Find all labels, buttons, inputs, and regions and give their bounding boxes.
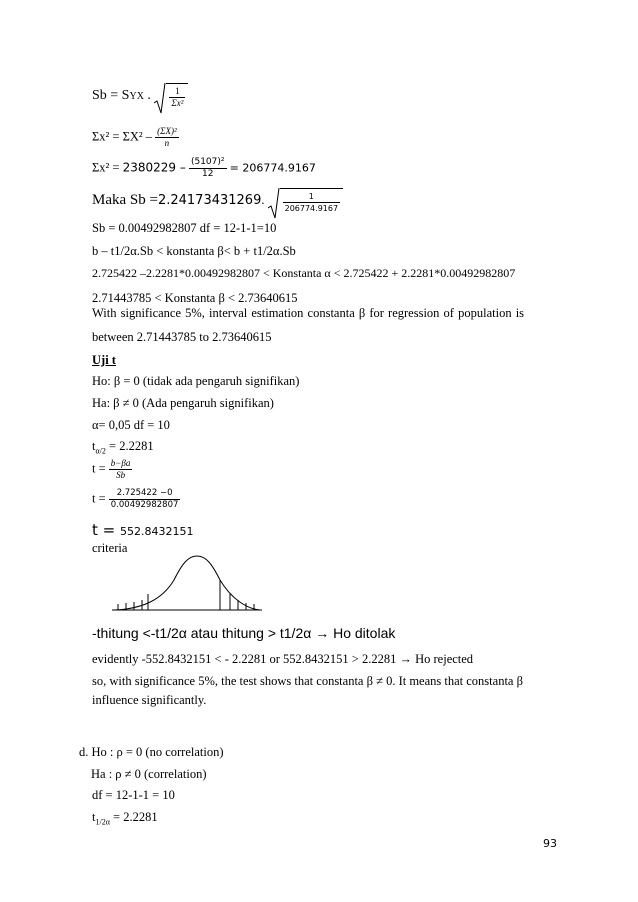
interval-result: 2.71443785 < Konstanta β < 2.73640615 <box>92 291 298 305</box>
maka-sb-line: Maka Sb =2.24173431269. $\frac{1}{206774.9167}$ <box>92 188 343 214</box>
sum-x2-value: Σx² = 2380229 – $\frac{\text{(5107)²}}{12}$ = 206774.9167 <box>92 157 316 179</box>
normal-distribution-curve <box>112 552 262 614</box>
decision-rule: -thitung <-t1/2α atau thitung > t1/2α → Ho ditolak <box>92 625 396 641</box>
sum-x2-formula: Σx² = ΣX² – $\frac{\text{(ΣX)²}}{n}$ <box>92 126 177 148</box>
sb-formula-line: Sb = SYX . $\frac{1}{\text{Σx²}}$ <box>92 83 188 109</box>
t-calculation: t = $\frac{2.725422 -0}{0.00492982807}$ <box>92 488 179 510</box>
interval-formula: b – t1/2α.Sb < konstanta β< b + t1/2α.Sb <box>92 244 296 258</box>
alpha-df-line: α= 0,05 df = 10 <box>92 418 170 432</box>
sb-value-line: Sb = 0.00492982807 df = 12-1-1=10 <box>92 221 277 235</box>
so-line-1: so, with significance 5%, the test shows that constanta β ≠ 0. It means that constanta β <box>92 674 523 688</box>
evidently-line: evidently -552.8432151 < - 2.2281 or 552.8432151 > 2.2281 → Ho rejected <box>92 652 474 666</box>
sqrt-symbol-2: $\frac{1}{206774.9167}$ <box>268 188 343 214</box>
t-formula: t = $\frac{b-\beta a}{Sb}$ <box>92 458 131 480</box>
t-result: t = 552.8432151 <box>92 521 194 539</box>
sqrt-symbol: $\frac{1}{\text{Σx²}}$ <box>154 83 188 109</box>
d-ha-line: Ha : ρ ≠ 0 (correlation) <box>91 767 207 781</box>
hypothesis-ho: Ho: β = 0 (tidak ada pengaruh signifikan) <box>92 374 300 388</box>
t-alpha-line: $t_{\alpha/2} = 2.2281$ <box>92 439 154 456</box>
criteria-label: criteria <box>92 541 128 555</box>
page-number: 93 <box>543 837 557 850</box>
so-line-2: influence significantly. <box>92 693 207 707</box>
d-ho-line: d. Ho : ρ = 0 (no correlation) <box>79 745 224 759</box>
d-df-line: df = 12-1-1 = 10 <box>92 788 175 802</box>
d-t-line: $t_{1/2\alpha} = 2.2281$ <box>92 810 158 827</box>
interval-calculation: 2.725422 –2.2281*0.00492982807 < Konstanta α < 2.725422 + 2.2281*0.00492982807 <box>92 266 516 280</box>
uji-t-heading: Uji t <box>92 353 116 367</box>
conclusion-line-2: between 2.71443785 to 2.73640615 <box>92 330 272 344</box>
conclusion-line-1: With significance 5%, interval estimation constanta β for regression of population is <box>92 306 525 320</box>
hypothesis-ha: Ha: β ≠ 0 (Ada pengaruh signifikan) <box>92 396 274 410</box>
